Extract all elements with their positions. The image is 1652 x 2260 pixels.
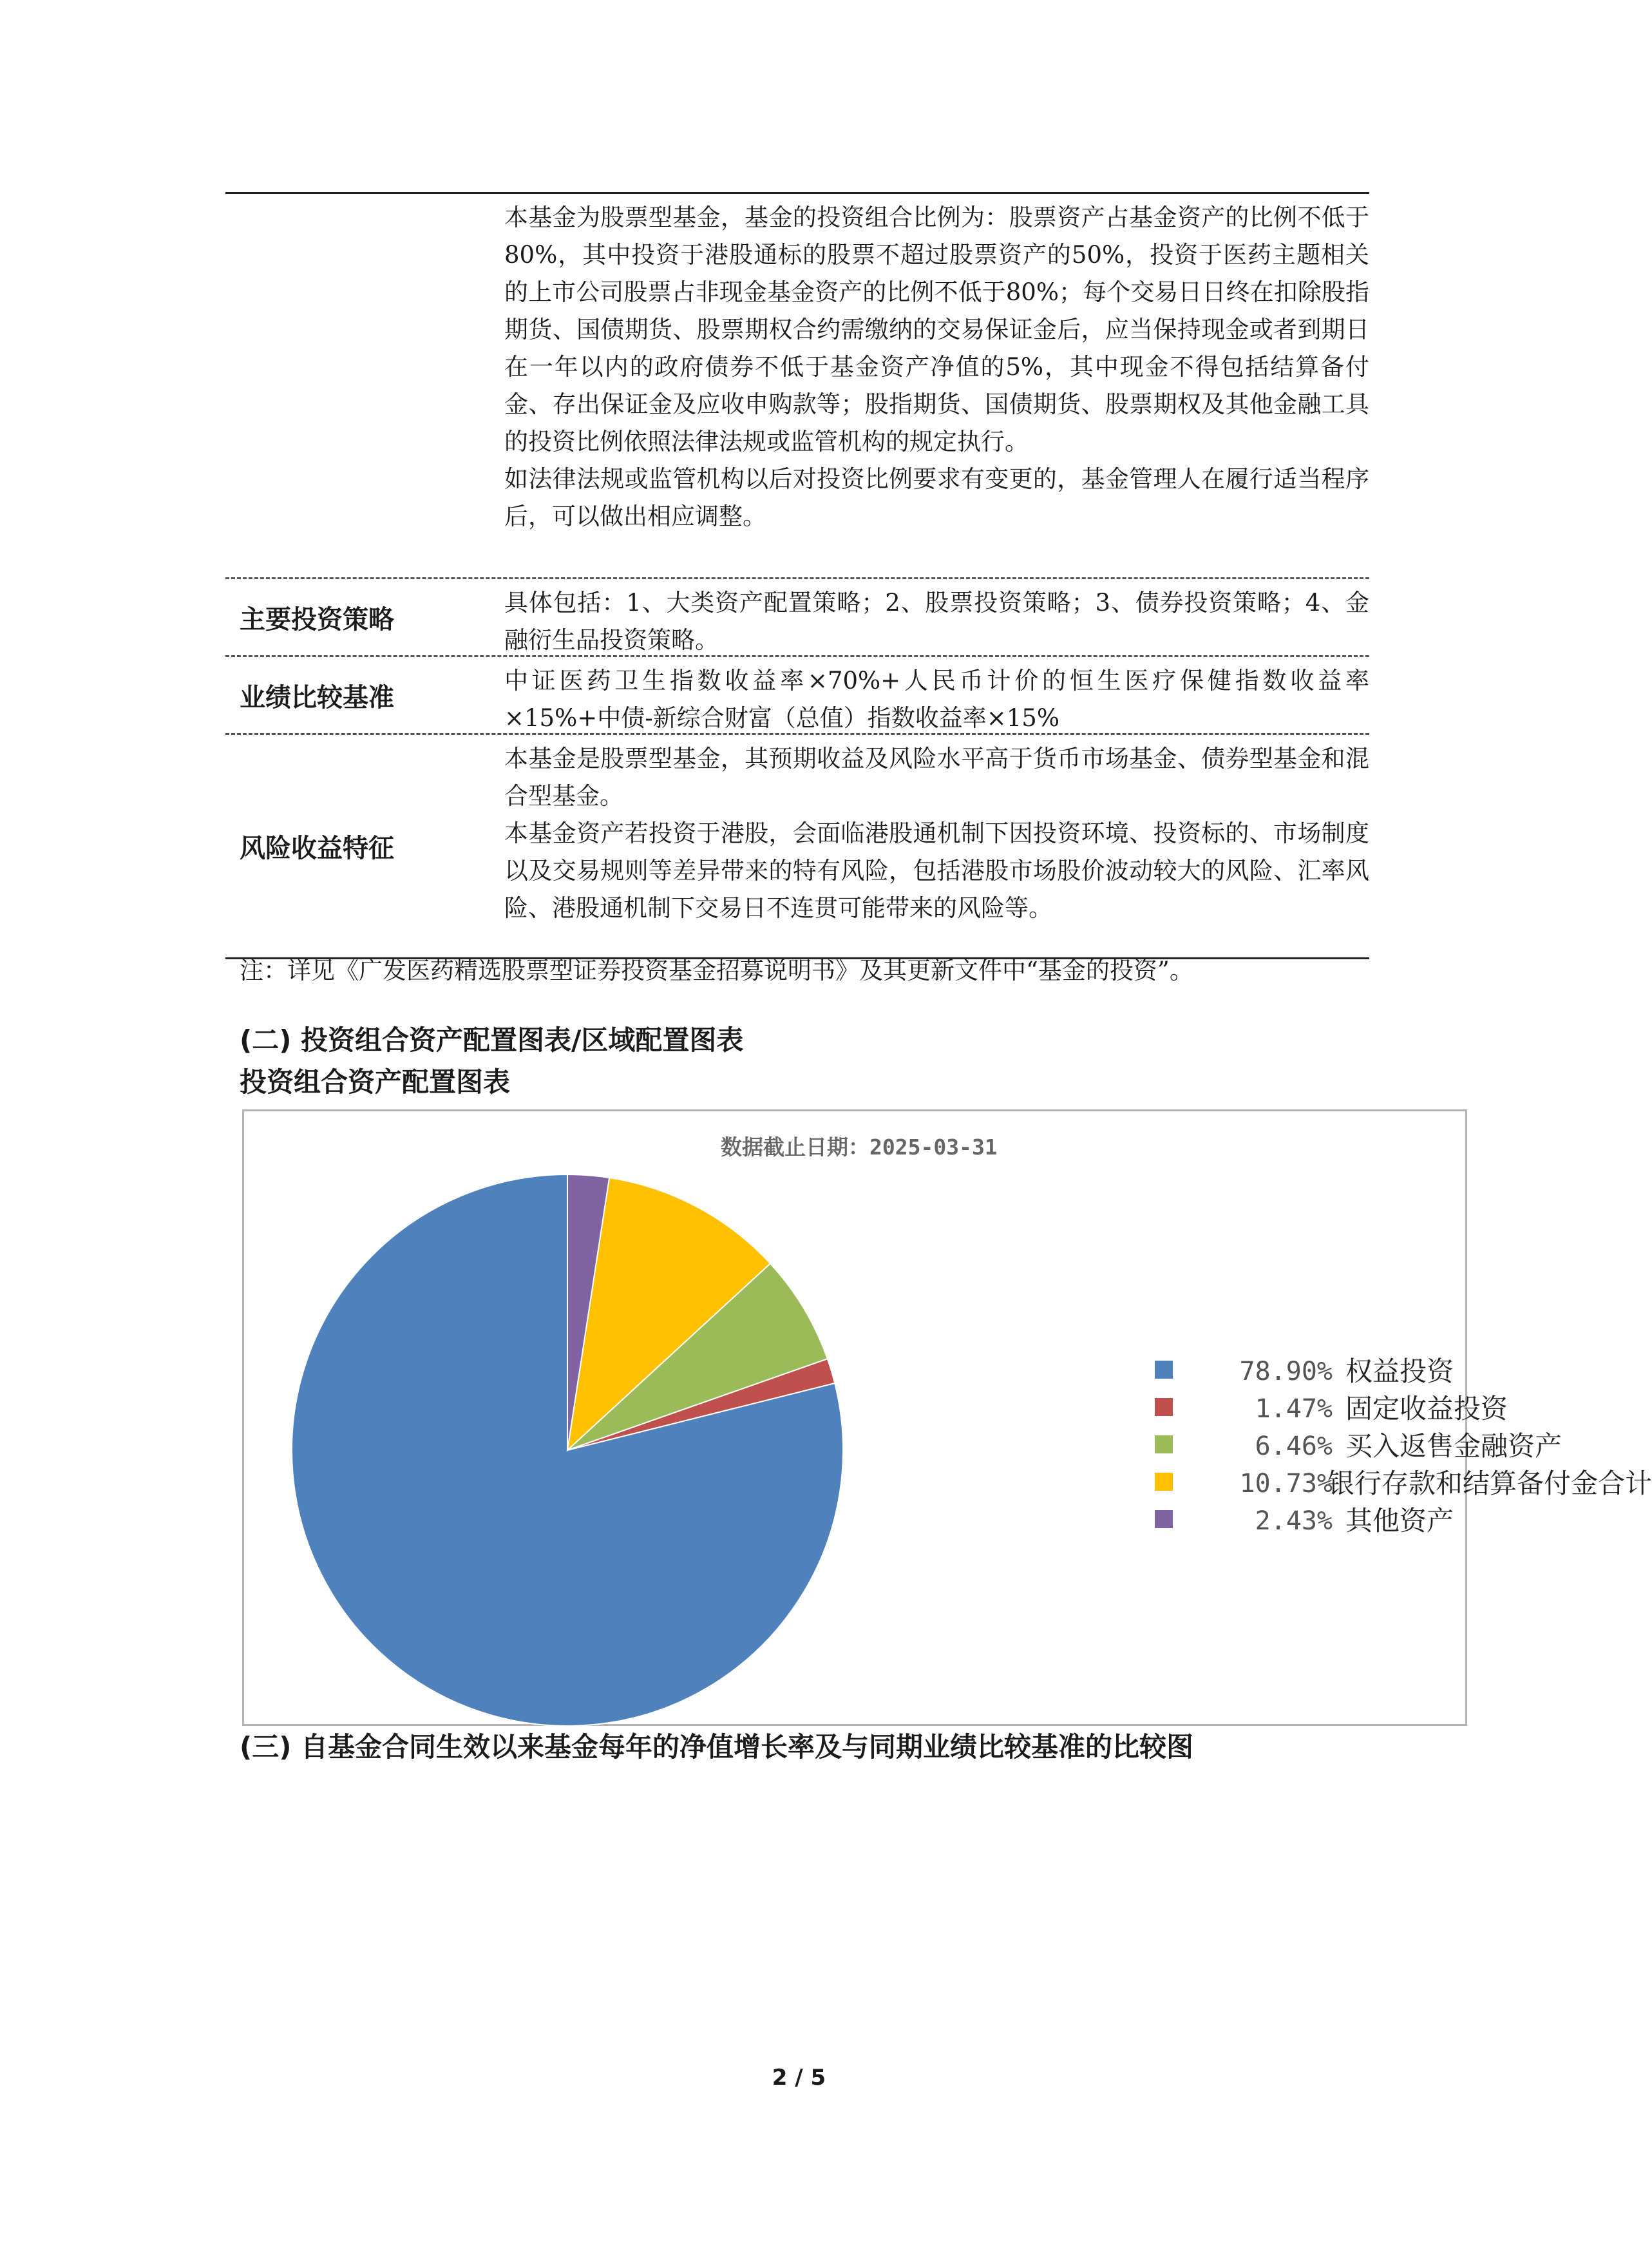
chart-heading: 投资组合资产配置图表 <box>240 1066 511 1098</box>
row-content <box>499 735 1369 957</box>
row-content <box>499 194 1369 577</box>
legend-value: 6.46% <box>1255 1432 1333 1461</box>
legend-label: 权益投资 <box>1345 1355 1454 1387</box>
legend-label: 其他资产 <box>1345 1505 1454 1537</box>
table-row-allocation <box>225 194 1369 579</box>
legend-label: 银行存款和结算备付金合计 <box>1327 1468 1652 1499</box>
legend-swatch <box>1155 1435 1173 1453</box>
row-label <box>225 194 499 577</box>
legend-value: 1.47% <box>1255 1394 1333 1424</box>
row-content <box>499 579 1369 655</box>
legend-value: 2.43% <box>1255 1506 1333 1536</box>
legend-swatch <box>1155 1361 1173 1379</box>
legend-label: 买入返售金融资产 <box>1345 1430 1562 1462</box>
paragraph: 本基金为股票型基金，基金的投资组合比例为：股票资产占基金资产的比例不低于80%，其中投资于港股通标的股票不超过股票资产的50%，投资于医药主题相关的上市公司股票占非现金基金资产的比例不低于80%；每个交易日日终在扣除股指期货、国债期货、股票期权合约需缴纳的交易保证金后，应当保持现金或者到期日在一年以内的政府债券不低于基金资产净值的5%，其中现金不得包括结算备付金、存出保证金及应收申购款等；股指期货、国债期货、股票期权及其他金融工具的投资比例依照法律法规或监管机构的规定执行。 <box>504 204 1369 455</box>
legend-value: 10.73% <box>1239 1469 1333 1499</box>
legend-label: 固定收益投资 <box>1345 1393 1508 1424</box>
paragraph: 具体包括：1、大类资产配置策略；2、股票投资策略；3、债券投资策略；4、金融衍生品投资策略。 <box>504 589 1369 654</box>
row-label: 风险收益特征 <box>240 834 394 863</box>
row-label: 业绩比较基准 <box>240 682 394 713</box>
paragraph: 本基金是股票型基金，其预期收益及风险水平高于货币市场基金、债券型基金和混合型基金。 <box>504 745 1369 810</box>
paragraph: 本基金资产若投资于港股，会面临港股通机制下因投资环境、投资标的、市场制度以及交易规则等差异带来的特有风险，包括港股市场股价波动较大的风险、汇率风险、港股通机制下交易日不连贯可能带来的风险等。 <box>504 819 1369 922</box>
table-row-strategy <box>225 579 1369 657</box>
section-heading: (二) 投资组合资产配置图表/区域配置图表 <box>240 1024 744 1056</box>
paragraph: 如法律法规或监管机构以后对投资比例要求有变更的，基金管理人在履行适当程序后，可以做出相应调整。 <box>504 465 1369 530</box>
row-label: 主要投资策略 <box>240 604 394 635</box>
chart-date-label: 数据截止日期：2025-03-31 <box>721 1135 998 1160</box>
legend-value: 78.90% <box>1239 1357 1333 1386</box>
page-number: 2 / 5 <box>772 2065 826 2091</box>
fund-info-table <box>225 192 1369 959</box>
legend-swatch <box>1155 1510 1173 1528</box>
row-content <box>499 657 1369 733</box>
legend-swatch <box>1155 1398 1173 1416</box>
table-row-benchmark <box>225 657 1369 735</box>
section-heading: (三) 自基金合同生效以来基金每年的净值增长率及与同期业绩比较基准的比较图 <box>240 1731 1194 1763</box>
paragraph: 中证医药卫生指数收益率×70%+人民币计价的恒生医疗保健指数收益率×15%+中债-新综合财富（总值）指数收益率×15% <box>504 667 1369 732</box>
asset-allocation-chart <box>242 1109 1652 1726</box>
table-row-risk <box>225 735 1369 957</box>
legend-swatch <box>1155 1473 1173 1491</box>
table-note: 注：详见《广发医药精选股票型证券投资基金招募说明书》及其更新文件中“基金的投资”。 <box>240 957 1193 984</box>
